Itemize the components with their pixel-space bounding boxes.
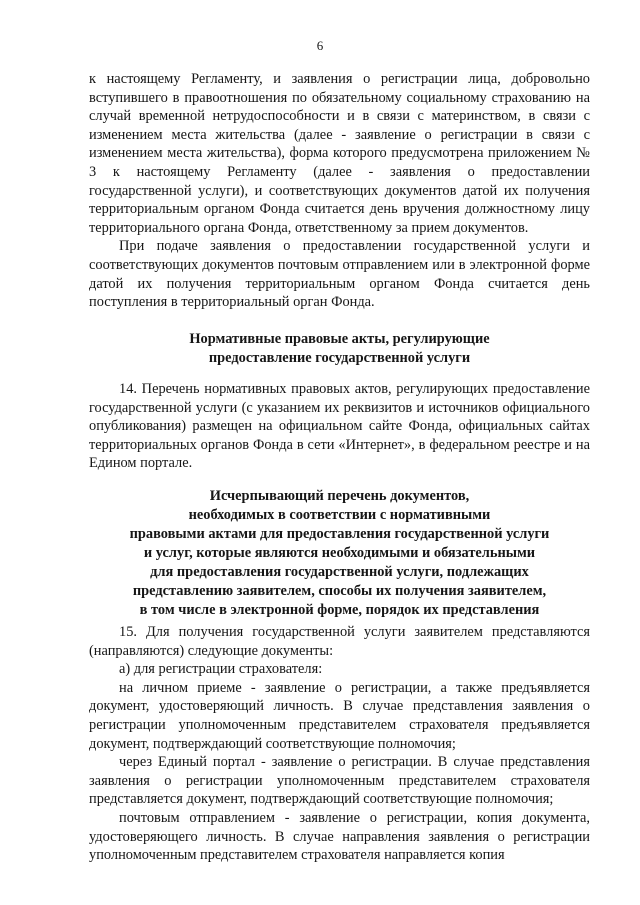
page-number: 6 — [316, 38, 324, 53]
heading-line: представлению заявителем, способы их получения заявителем, — [132, 583, 547, 599]
paragraph-15: 15. Для получения государственной услуги заявителем представляются (направляются) следующие документы: — [89, 624, 590, 659]
section-heading-documents-list — [89, 487, 590, 620]
heading-line: Исчерпывающий перечень документов, — [209, 488, 470, 504]
paragraph-continuation: к настоящему Регламенту, и заявления о регистрации лица, добровольно вступившего в правоотношения по обязательному социальному страхованию на случай временной нетрудоспособности и в связи с материнством, в связи с изменением места жительства (далее - заявление о регистрации в связи с изменением места жительства), форма которого предусмотрена приложением № 3 к настоящему Регламенту (далее - заявления о предоставлении государственной услуги), и соответствующих документов датой их получения территориальным органом Фонда считается день вручения должностному лицу территориального органа Фонда, ответственному за прием документов. — [89, 71, 590, 236]
heading-line: и услуг, которые являются необходимыми и обязательными — [143, 545, 536, 561]
paragraph-14: 14. Перечень нормативных правовых актов, регулирующих предоставление государственной услуги (с указанием их реквизитов и источников официального опубликования) размещен на официальном сайте Фонда, официальных сайтах территориальных органов Фонда в сети «Интернет», в федеральном реестре и на Едином портале. — [89, 381, 590, 472]
heading-line: предоставление государственной услуги — [208, 350, 471, 366]
body-text-mid — [89, 380, 590, 473]
heading-line: для предоставления государственной услуги, подлежащих — [150, 564, 529, 580]
heading-line: правовыми актами для предоставления государственной услуги — [129, 526, 550, 542]
paragraph-in-person: на личном приеме - заявление о регистрации, а также предъявляется документ, удостоверяющий личность. В случае представления заявления о регистрации уполномоченным представителем страхователя предъявляется документ, подтверждающий соответствующие полномочия; — [89, 679, 590, 752]
heading-line: необходимых в соответствии с нормативными — [188, 507, 491, 523]
paragraph-postal: почтовым отправлением - заявление о регистрации, копия документа, удостоверяющего личность. В случае направления заявления о регистрации уполномоченным представителем страхователя направляется копия — [89, 809, 590, 864]
heading-line: в том числе в электронной форме, порядок их представления — [139, 602, 540, 618]
section-heading-regulatory-acts — [89, 330, 590, 368]
paragraph-unified-portal: через Единый портал - заявление о регистрации. В случае представления заявления о регистрации уполномоченным представителем страхователя представляется документ, подтверждающий соответствующие полномочия; — [89, 754, 590, 808]
paragraph-submission-date: При подаче заявления о предоставлении государственной услуги и соответствующих документов почтовым отправлением или в электронной форме датой их получения территориальным органом Фонда считается день поступления в территориальный орган Фонда. — [89, 238, 590, 311]
body-text-top — [89, 70, 590, 312]
paragraph-15a: а) для регистрации страхователя: — [119, 661, 323, 678]
heading-line: Нормативные правовые акты, регулирующие — [189, 331, 490, 347]
body-text-bottom — [89, 623, 590, 865]
